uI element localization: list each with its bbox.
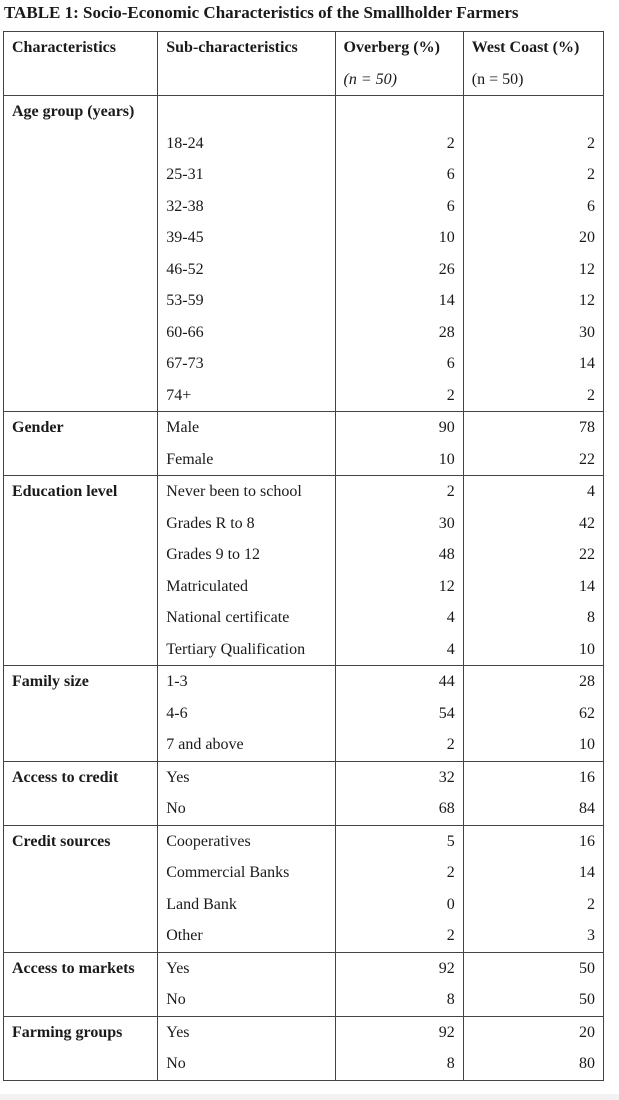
characteristic-label: Gender	[12, 419, 64, 436]
header-characteristics	[4, 32, 158, 96]
west-coast-value: 30	[579, 323, 595, 341]
sub-characteristic: 7 and above	[166, 736, 244, 753]
sub-characteristic-cell	[158, 412, 335, 476]
overberg-value: 0	[446, 895, 455, 913]
overberg-value: 30	[438, 514, 455, 532]
west-coast-value: 14	[579, 355, 595, 372]
overberg-value: 2	[446, 134, 455, 152]
header-west-coast-n: (n = 50)	[471, 70, 524, 88]
sub-characteristic: Female	[166, 450, 214, 468]
table-row	[4, 412, 604, 476]
overberg-value-cell	[335, 476, 463, 666]
sub-characteristic-cell	[158, 825, 335, 952]
sub-characteristic: Matriculated	[166, 577, 248, 595]
overberg-value: 92	[438, 1023, 455, 1041]
sub-characteristic: Never been to school	[166, 483, 302, 500]
west-coast-value: 42	[579, 514, 595, 532]
sub-characteristic: Yes	[166, 959, 190, 977]
table-row	[4, 825, 604, 952]
west-coast-value: 2	[587, 134, 595, 152]
header-characteristics-label: Characteristics	[12, 39, 116, 56]
table-row	[4, 952, 604, 1016]
sub-characteristic: Yes	[166, 768, 190, 786]
west-coast-value: 4	[587, 483, 595, 500]
sub-characteristic-cell	[158, 761, 335, 825]
blank-line	[336, 96, 463, 128]
west-coast-value-cell	[463, 825, 603, 952]
overberg-value-cell	[335, 761, 463, 825]
sub-characteristic: Commercial Banks	[166, 864, 290, 881]
west-coast-value: 50	[579, 959, 595, 977]
table-row	[4, 666, 604, 762]
overberg-value: 68	[438, 800, 455, 817]
sub-characteristic: 60-66	[166, 323, 204, 341]
characteristic-cell	[4, 96, 158, 412]
header-overberg	[335, 32, 463, 96]
sub-characteristic: 4-6	[166, 704, 188, 722]
characteristic-label: Education level	[12, 483, 118, 500]
characteristic-label: Age group (years)	[12, 103, 135, 120]
overberg-value: 6	[446, 197, 455, 215]
west-coast-value-cell	[463, 96, 603, 412]
characteristic-label: Access to markets	[12, 959, 135, 977]
characteristic-cell	[4, 825, 158, 952]
sub-characteristic: National certificate	[166, 609, 290, 626]
overberg-value: 44	[438, 673, 455, 690]
overberg-value-cell	[335, 952, 463, 1016]
sub-characteristic: Other	[166, 927, 203, 944]
header-overberg-n: (n = 50)	[343, 70, 397, 88]
west-coast-value: 3	[587, 927, 595, 944]
west-coast-value: 78	[579, 419, 595, 436]
overberg-value: 32	[438, 768, 455, 786]
overberg-value: 92	[438, 959, 455, 977]
characteristic-label: Access to credit	[12, 768, 119, 786]
sub-characteristic: 67-73	[166, 355, 204, 372]
sub-characteristic: Land Bank	[166, 895, 237, 913]
sub-characteristic: No	[166, 800, 186, 817]
sub-characteristic: 39-45	[166, 229, 204, 246]
west-coast-value: 12	[579, 260, 595, 278]
west-coast-value: 84	[579, 800, 595, 817]
characteristic-cell	[4, 952, 158, 1016]
blank-line	[464, 96, 603, 128]
sub-characteristic: 18-24	[166, 134, 204, 152]
sub-characteristic-cell	[158, 96, 335, 412]
sub-characteristic-cell	[158, 1016, 335, 1080]
page-bottom-strip	[0, 1094, 619, 1100]
west-coast-value: 2	[587, 386, 595, 404]
sub-characteristic-cell	[158, 666, 335, 762]
characteristic-cell	[4, 412, 158, 476]
sub-characteristic: Cooperatives	[166, 832, 251, 850]
table-row	[4, 96, 604, 412]
overberg-value: 2	[446, 386, 455, 404]
sub-characteristic: Grades R to 8	[166, 514, 255, 532]
sub-characteristic: 74+	[166, 386, 192, 404]
west-coast-value-cell	[463, 666, 603, 762]
sub-characteristic: 25-31	[166, 166, 204, 183]
west-coast-value: 22	[579, 546, 595, 563]
sub-characteristic-cell	[158, 952, 335, 1016]
west-coast-value: 28	[579, 673, 595, 690]
west-coast-value: 50	[579, 991, 595, 1008]
table-row	[4, 476, 604, 666]
west-coast-value: 2	[587, 166, 595, 183]
overberg-value: 2	[446, 483, 455, 500]
overberg-value: 54	[438, 704, 455, 722]
west-coast-value-cell	[463, 1016, 603, 1080]
sub-characteristic: Male	[166, 419, 200, 436]
overberg-value: 12	[438, 577, 455, 595]
overberg-value-cell	[335, 96, 463, 412]
overberg-value: 8	[446, 1055, 455, 1072]
header-overberg-n-text: = 50)	[360, 70, 397, 88]
header-row	[4, 32, 604, 96]
characteristic-label: Credit sources	[12, 832, 111, 850]
overberg-value: 6	[446, 166, 455, 183]
sub-characteristic: 32-38	[166, 197, 204, 215]
sub-characteristic: Grades 9 to 12	[166, 546, 261, 563]
overberg-value: 10	[438, 229, 455, 246]
overberg-value: 48	[438, 546, 455, 563]
overberg-value-cell	[335, 825, 463, 952]
sub-characteristic: 1-3	[166, 673, 188, 690]
overberg-value: 4	[446, 640, 455, 658]
header-west-coast-label: West Coast (%)	[471, 39, 580, 56]
characteristic-cell	[4, 1016, 158, 1080]
table-title: TABLE 1: Socio-Economic Characteristics of the Smallholder Farmers	[4, 3, 519, 22]
sub-characteristic: Yes	[166, 1023, 190, 1041]
sub-characteristic: 46-52	[166, 260, 204, 278]
west-coast-value: 16	[579, 768, 595, 786]
overberg-value: 2	[446, 927, 455, 944]
overberg-value: 4	[446, 609, 455, 626]
sub-characteristic: No	[166, 991, 186, 1008]
overberg-value: 26	[438, 260, 455, 278]
west-coast-value: 62	[579, 704, 595, 722]
west-coast-value: 12	[579, 292, 595, 309]
west-coast-value: 16	[579, 832, 595, 850]
characteristic-cell	[4, 666, 158, 762]
west-coast-value-cell	[463, 476, 603, 666]
table-row	[4, 1016, 604, 1080]
blank-line	[158, 96, 334, 128]
overberg-value: 90	[438, 419, 455, 436]
west-coast-value: 22	[579, 450, 595, 468]
west-coast-value-cell	[463, 952, 603, 1016]
west-coast-value: 14	[579, 864, 595, 881]
sub-characteristic: Tertiary Qualification	[166, 640, 306, 658]
overberg-value-cell	[335, 1016, 463, 1080]
west-coast-value: 20	[579, 229, 595, 246]
characteristic-cell	[4, 476, 158, 666]
overberg-value: 2	[446, 864, 455, 881]
west-coast-value: 10	[579, 736, 595, 753]
west-coast-value: 6	[587, 197, 595, 215]
characteristic-cell	[4, 761, 158, 825]
west-coast-value: 80	[579, 1055, 595, 1072]
overberg-value: 28	[438, 323, 455, 341]
socio-economic-table	[3, 31, 604, 1081]
west-coast-value-cell	[463, 761, 603, 825]
sub-characteristic: No	[166, 1055, 186, 1072]
characteristic-label: Family size	[12, 673, 89, 690]
overberg-value: 5	[446, 832, 455, 850]
header-sub-characteristics	[158, 32, 335, 96]
header-overberg-label: Overberg (%)	[343, 39, 440, 56]
west-coast-value: 8	[587, 609, 595, 626]
overberg-value-cell	[335, 666, 463, 762]
overberg-value: 8	[446, 991, 455, 1008]
sub-characteristic-cell	[158, 476, 335, 666]
west-coast-value: 14	[579, 577, 595, 595]
header-west-coast	[463, 32, 603, 96]
west-coast-value: 20	[579, 1023, 595, 1041]
overberg-value: 14	[438, 292, 455, 309]
characteristic-label: Farming groups	[12, 1023, 123, 1041]
overberg-value: 10	[438, 450, 455, 468]
overberg-value: 2	[446, 736, 455, 753]
header-sub-characteristics-label: Sub-characteristics	[166, 39, 298, 56]
overberg-value-cell	[335, 412, 463, 476]
west-coast-value: 2	[587, 895, 595, 913]
table-body	[4, 96, 604, 1081]
overberg-value: 6	[446, 355, 455, 372]
west-coast-value-cell	[463, 412, 603, 476]
table-row	[4, 761, 604, 825]
west-coast-value: 10	[579, 640, 595, 658]
sub-characteristic: 53-59	[166, 292, 204, 309]
